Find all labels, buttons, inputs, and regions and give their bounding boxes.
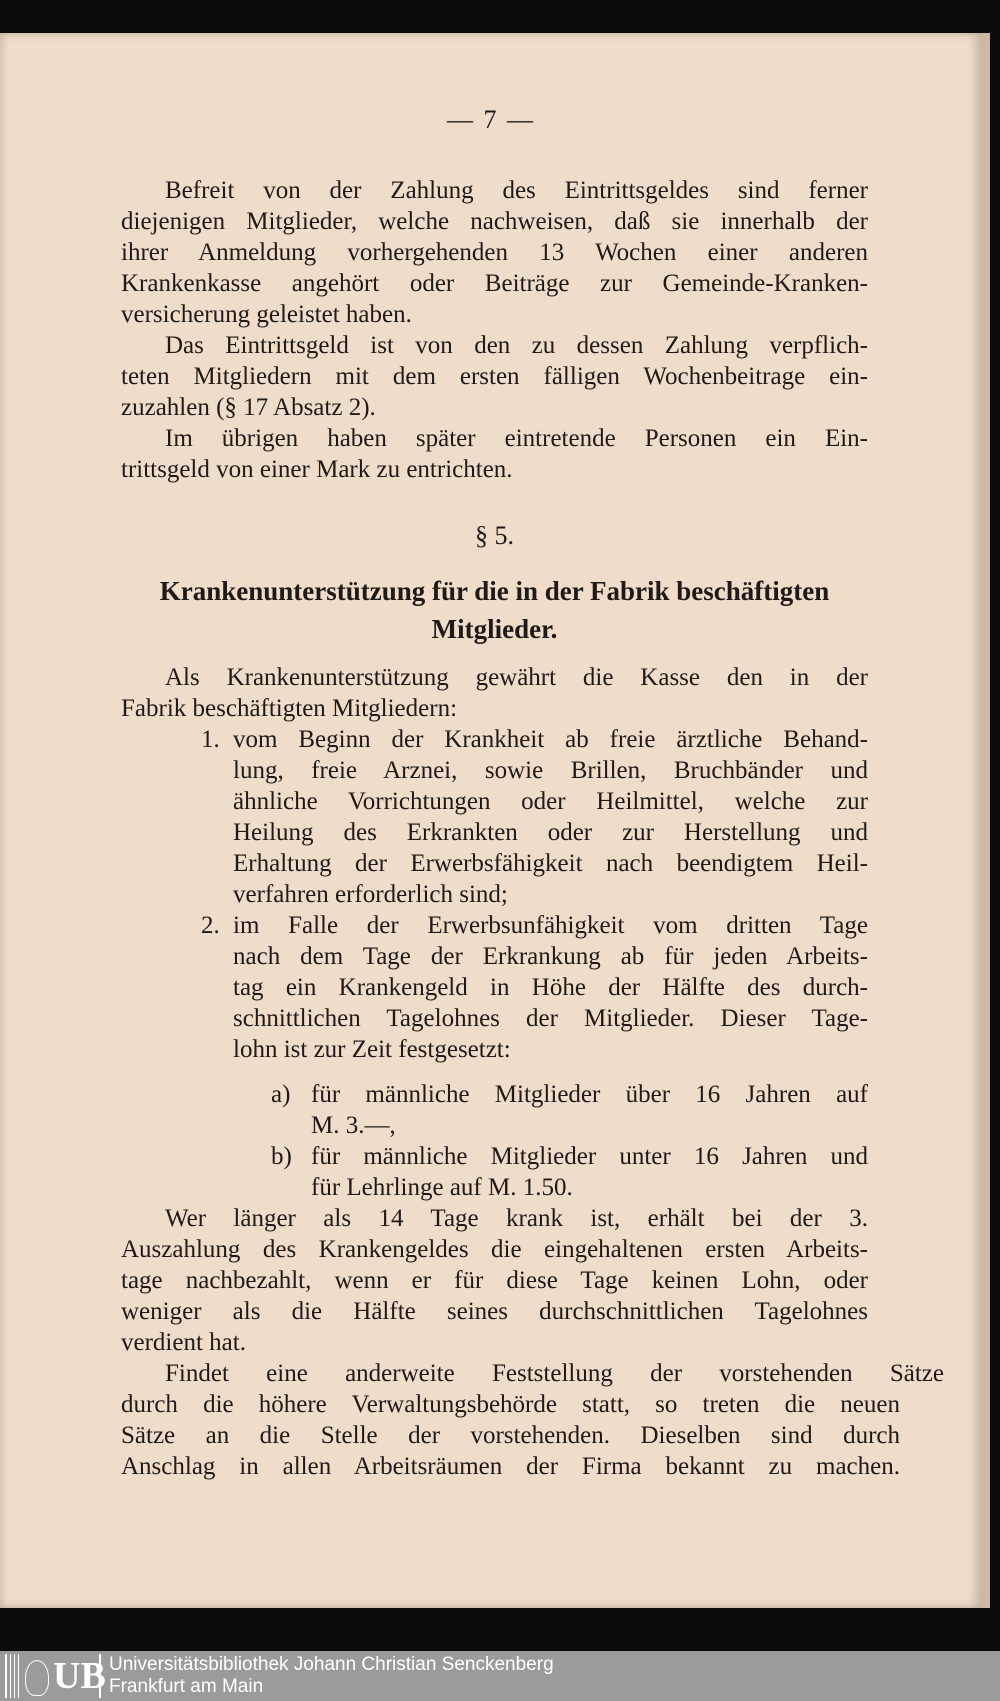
text-line	[121, 724, 868, 755]
text-line: versicherung geleistet haben.	[121, 301, 412, 328]
sub-label: b)	[271, 1143, 292, 1170]
list-number: 1.	[201, 726, 220, 753]
library-footer	[0, 1651, 1000, 1701]
text-line: für Lehrlinge auf M. 1.50.	[311, 1174, 573, 1201]
text-line: ihrer Anmeldung vorhergehenden 13 Wochen einer anderen	[121, 239, 868, 266]
text-line: tag ein Krankengeld in Höhe der Hälfte des durch-	[233, 974, 868, 1001]
text: im Falle der Erwerbsunfähigkeit vom dritten Tage	[233, 912, 868, 939]
paragraph-4	[121, 662, 868, 724]
logo-text: UB	[53, 1655, 106, 1697]
page-text	[121, 175, 944, 1482]
paragraph-1	[121, 175, 868, 330]
sub-item-a	[121, 1079, 868, 1141]
text-line: Im übrigen haben später eintretende Personen ein Ein-	[165, 425, 868, 452]
text-line: Anschlag in allen Arbeitsräumen der Firma bekannt zu machen.	[121, 1453, 900, 1480]
text-line: Krankenkasse angehört oder Beiträge zur Gemeinde-Kranken-	[121, 270, 868, 297]
text: vom Beginn der Krankheit ab freie ärztliche Behand-	[233, 726, 868, 753]
section-number: § 5.	[475, 521, 514, 550]
text-line: M. 3.—,	[311, 1112, 396, 1139]
list-item-2	[121, 910, 868, 1065]
text-line: tage nachbezahlt, wenn er für diese Tage keinen Lohn, oder	[121, 1267, 868, 1294]
sub-item-b	[121, 1141, 868, 1203]
text-line: lohn ist zur Zeit festgesetzt:	[233, 1036, 511, 1063]
list-item-1	[121, 724, 868, 910]
portrait-icon	[25, 1660, 49, 1696]
text-line: ähnliche Vorrichtungen oder Heilmittel, welche zur	[233, 788, 868, 815]
library-name: Universitätsbibliothek Johann Christian Senckenberg	[109, 1654, 554, 1675]
text-line: verfahren erforderlich sind;	[233, 881, 508, 908]
text: für männliche Mitglieder über 16 Jahren auf	[311, 1081, 868, 1108]
text-line: schnittlichen Tagelohnes der Mitglieder. Dieser Tage-	[233, 1005, 868, 1032]
text-line: lung, freie Arznei, sowie Brillen, Bruchbänder und	[233, 757, 868, 784]
text-line: Als Krankenunterstützung gewährt die Kasse den in der	[165, 664, 868, 691]
text-line: nach dem Tage der Erkrankung ab für jeden Arbeits-	[233, 943, 868, 970]
text-line: Heilung des Erkrankten oder zur Herstellung und	[233, 819, 868, 846]
page-number: — 7 —	[447, 105, 535, 134]
text-line: zuzahlen (§ 17 Absatz 2).	[121, 394, 376, 421]
text-line: Findet eine anderweite Feststellung der vorstehenden Sätze	[165, 1360, 944, 1387]
text-line: trittsgeld von einer Mark zu entrichten.	[121, 456, 513, 483]
text-line: Auszahlung des Krankengeldes die eingehaltenen ersten Arbeits-	[121, 1236, 868, 1263]
page-edge	[982, 33, 990, 1608]
section-heading: Krankenunterstützung für die in der Fabrik beschäftigten	[159, 576, 830, 606]
text-line	[121, 1141, 868, 1172]
text-line: Befreit von der Zahlung des Eintrittsgeldes sind ferner	[165, 177, 868, 204]
text-line	[121, 1079, 868, 1110]
paragraph-5	[121, 1203, 868, 1358]
text-line: Das Eintrittsgeld ist von den zu dessen Zahlung verpflich-	[165, 332, 868, 359]
columns-icon	[5, 1654, 20, 1698]
text-line: durch die höhere Verwaltungsbehörde statt, so treten die neuen	[121, 1391, 900, 1418]
library-city: Frankfurt am Main	[109, 1676, 264, 1697]
text-line: Erhaltung der Erwerbsfähigkeit nach beendigtem Heil-	[233, 850, 868, 877]
paragraph-2	[121, 330, 868, 423]
ub-logo	[3, 1654, 106, 1698]
text-line: Wer länger als 14 Tage krank ist, erhält bei der 3.	[165, 1205, 868, 1232]
text-line: weniger als die Hälfte seines durchschnittlichen Tagelohnes	[121, 1298, 868, 1325]
text: für männliche Mitglieder unter 16 Jahren und	[311, 1143, 868, 1170]
paragraph-3	[121, 423, 868, 485]
list-number: 2.	[201, 912, 220, 939]
sub-label: a)	[271, 1081, 291, 1108]
text-line: Sätze an die Stelle der vorstehenden. Dieselben sind durch	[121, 1422, 900, 1449]
paragraph-6	[121, 1358, 944, 1482]
section-heading: Mitglieder.	[431, 614, 558, 644]
text-line: verdient hat.	[121, 1329, 246, 1356]
text-line: diejenigen Mitglieder, welche nachweisen, daß sie innerhalb der	[121, 208, 868, 235]
text-line: Fabrik beschäftigten Mitgliedern:	[121, 695, 458, 722]
text-line: teten Mitgliedern mit dem ersten fälligen Wochenbeitrage ein-	[121, 363, 868, 390]
text-line	[121, 910, 868, 941]
